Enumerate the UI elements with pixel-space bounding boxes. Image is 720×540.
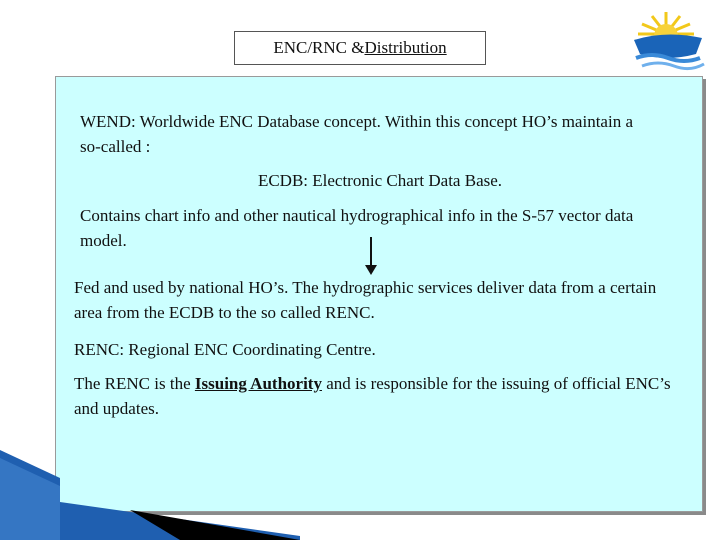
logo-wave-2: [642, 63, 704, 69]
issuing-authority-emphasis: Issuing Authority: [194, 374, 322, 393]
title-underlined: Distribution: [364, 38, 447, 57]
down-arrow-icon: [364, 237, 378, 275]
issuing-before: The RENC is the: [74, 374, 195, 393]
ecdb-paragraph: ECDB: Electronic Chart Data Base.: [257, 171, 503, 190]
logo-wave: [636, 55, 700, 61]
ship-sun-logo-icon: [612, 0, 720, 74]
slide-title: [234, 31, 486, 65]
wend-paragraph: WEND: Worldwide ENC Database concept. Within this concept HO’s maintain a so-called :: [80, 112, 633, 156]
fed-paragraph: Fed and used by national HO’s. The hydrographic services deliver data from a certain area from the ECDB to the so called RENC.: [74, 278, 657, 322]
chart-info-paragraph: Contains chart info and other nautical hydrographical info in the S-57 vector data model.: [80, 206, 634, 250]
issuing-after: and is responsible for the issuing of official ENC’s and updates.: [74, 374, 671, 418]
issuing-paragraph: [74, 371, 674, 421]
decorative-swoosh: [0, 440, 720, 540]
renc-paragraph: RENC: Regional ENC Coordinating Centre.: [74, 340, 376, 359]
title-prefix: ENC/RNC &: [273, 38, 365, 57]
